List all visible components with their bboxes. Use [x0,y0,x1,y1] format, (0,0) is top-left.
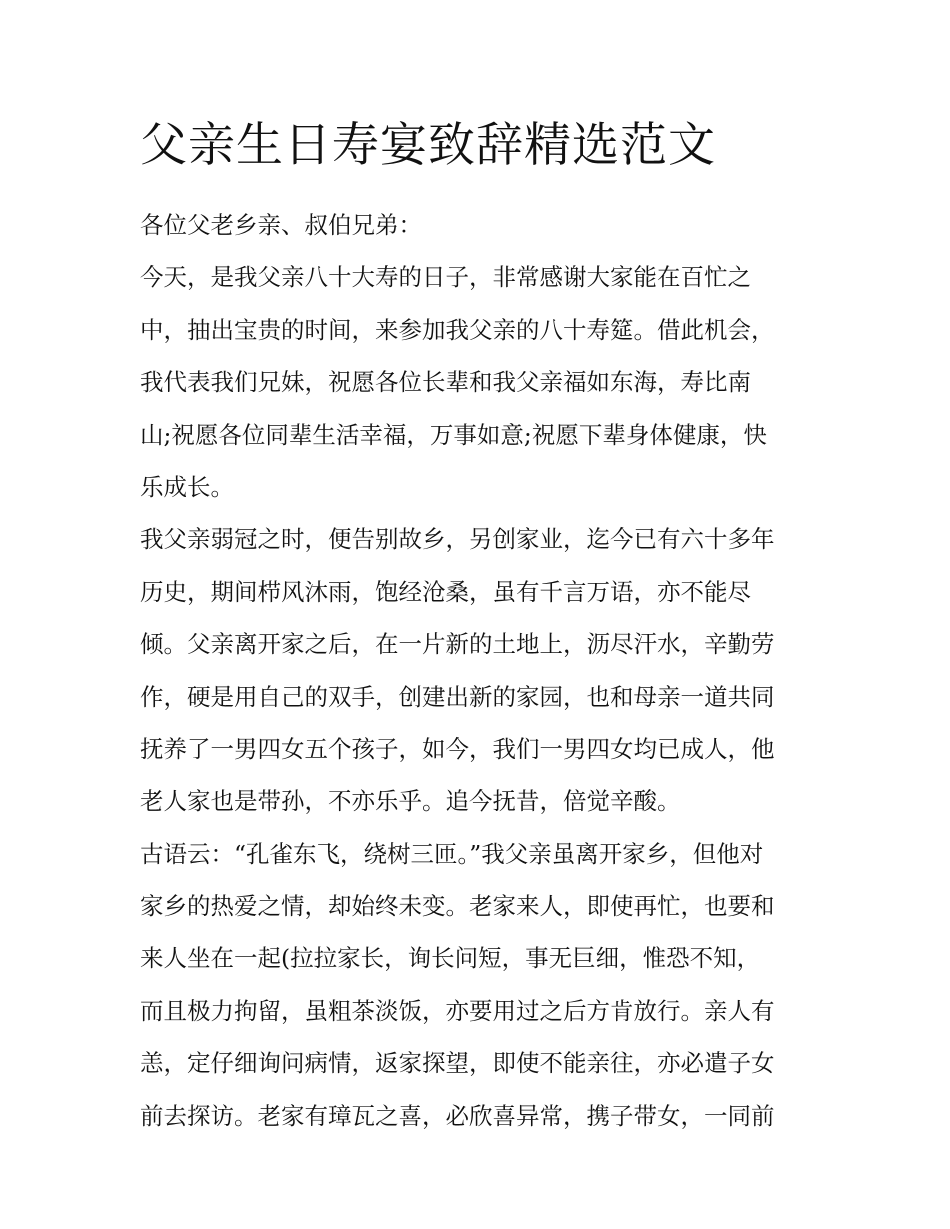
text-line: 家乡的热爱之情，却始终未变。老家来人，即使再忙，也要和 [140,892,775,921]
text-line: 而且极力拘留，虽粗茶淡饭，亦要用过之后方肯放行。亲人有 [140,996,775,1025]
text-line: 乐成长。 [140,472,234,501]
text-line: 恙，定仔细询问病情，返家探望，即使不能亲往，亦必遣子女 [140,1049,775,1078]
text-line: 抚养了一男四女五个孩子，如今，我们一男四女均已成人，他 [140,734,775,763]
text-line: 中，抽出宝贵的时间，来参加我父亲的八十寿筵。借此机会， [140,315,775,344]
text-line: 倾。父亲离开家之后，在一片新的土地上，沥尽汗水，辛勤劳 [140,630,775,659]
text-line: 古语云：“孔雀东飞，绕树三匝。”我父亲虽离开家乡，但他对 [140,839,764,868]
text-line: 历史，期间栉风沐雨，饱经沧桑，虽有千言万语，亦不能尽 [140,577,751,606]
text-line: 作，硬是用自己的双手，创建出新的家园，也和母亲一道共同 [140,682,775,711]
text-line: 今天，是我父亲八十大寿的日子，非常感谢大家能在百忙之 [140,263,751,292]
text-line: 各位父老乡亲、叔伯兄弟： [140,211,422,239]
document-body [140,199,815,1142]
text-line: 我代表我们兄妹，祝愿各位长辈和我父亲福如东海，寿比南 [140,368,751,397]
text-line: 前去探访。老家有璋瓦之喜，必欣喜异常，携子带女，一同前 [140,1101,775,1130]
text-line: 来人坐在一起(拉拉家长，询长问短，事无巨细，惟恐不知， [140,944,761,973]
text-line: 我父亲弱冠之时，便告别故乡，另创家业，迄今已有六十多年 [140,525,775,554]
text-line: 老人家也是带孙，不亦乐乎。追今抚昔，倍觉辛酸。 [140,787,681,816]
text-line: 山;祝愿各位同辈生活幸福，万事如意;祝愿下辈身体健康，快 [140,420,767,449]
document-title: 父亲生日寿宴致辞精选范文 [140,118,716,173]
